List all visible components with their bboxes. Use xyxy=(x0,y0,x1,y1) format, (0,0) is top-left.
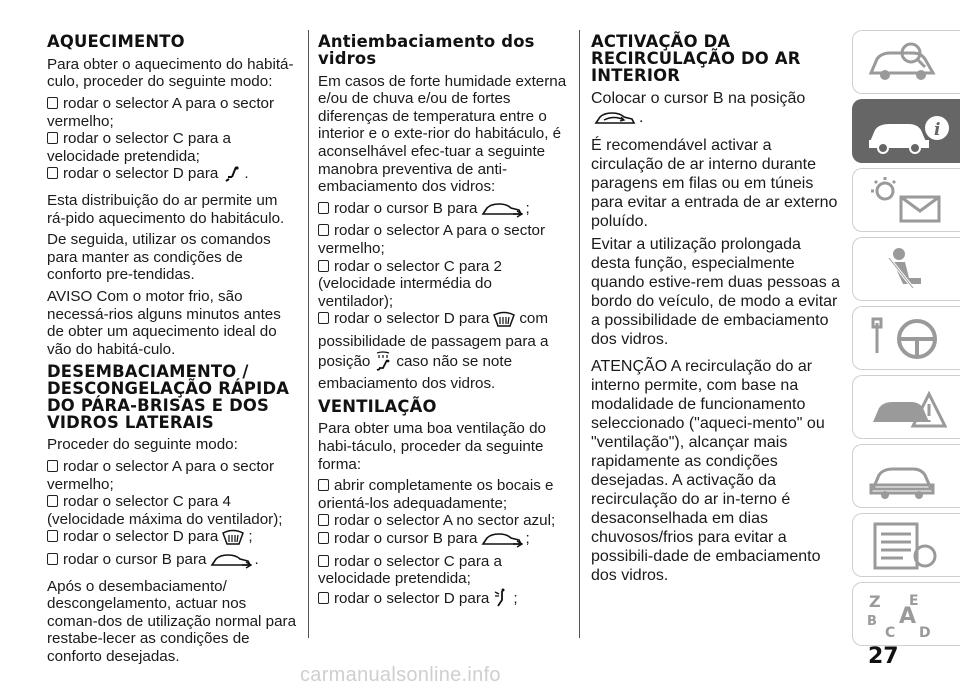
car-overview-icon xyxy=(863,37,953,87)
fresh-air-car-icon xyxy=(481,532,523,553)
checkbox-bullet-icon xyxy=(318,592,329,604)
recirculation-car-icon xyxy=(594,111,636,132)
column-divider xyxy=(579,30,580,638)
checkbox-bullet-icon xyxy=(318,514,329,526)
steering-icon xyxy=(863,313,953,363)
column-divider xyxy=(308,30,309,638)
checkbox-bullet-icon xyxy=(318,312,329,324)
tab-maintenance[interactable] xyxy=(852,444,960,508)
list-item: rodar o selector A para o sector vermelho; xyxy=(47,94,275,130)
list-item: rodar o selector A para o sector vermelho; xyxy=(47,458,275,493)
paragraph: Em casos de forte humidade externa e/ou de chuva e/ou de fortes diferenças de temperatura entre o interior e o exte-rior do habitáculo, é aconselhável efec-tuar a seguinte manobra preventiva de anti-embaciamento dos vidros: xyxy=(318,72,567,196)
svg-text:E: E xyxy=(909,593,919,609)
heading-activacao-recirculacao: ACTIVAÇÃO DA RECIRCULAÇÃO DO AR INTERIOR xyxy=(591,32,801,85)
air-to-feet-icon xyxy=(221,165,241,188)
list-item: rodar o selector C para 2 (velocidade intermédia do ventilador); xyxy=(318,257,502,310)
feet-windscreen-icon xyxy=(373,351,393,376)
heading-antiembaciamento: Antiembaciamento dos vidros xyxy=(318,32,535,68)
checkbox-bullet-icon xyxy=(47,167,58,179)
svg-text:A: A xyxy=(899,604,917,629)
tab-index[interactable] xyxy=(852,582,960,646)
paragraph: Evitar a utilização prolongada desta função, especialmente quando estive-rem duas pessoas a bordo do veículo, de modo a evitar a possibilidade de embaciamento dos vidros. xyxy=(591,236,841,349)
checkbox-bullet-icon xyxy=(47,97,58,109)
page-number: 27 xyxy=(868,644,899,669)
paragraph: Para obter o aquecimento do habitá-culo, proceder do seguinte modo: xyxy=(47,55,294,91)
tab-safety[interactable] xyxy=(852,237,960,301)
list-item: rodar o cursor B para ; xyxy=(318,530,570,553)
paragraph: É recomendável activar a circulação de ar interno durante paragens em filas ou em túneis para evitar a entrada de ar externo poluído. xyxy=(591,137,838,231)
list-item: rodar o selector D para com possibilidade de passagem para a posição caso não se note embaciamento dos vidros. xyxy=(318,310,549,393)
warning-lights-icon xyxy=(863,175,953,225)
paragraph: Após o desembaciamento/ descongelamento, actuar nos coman-dos de utilização normal para restabe-lecer as condições de conforto desejadas. xyxy=(47,577,297,666)
column-1 xyxy=(47,30,299,670)
heading-ventilacao: VENTILAÇÃO xyxy=(318,396,437,416)
paragraph: AVISO Com o motor frio, são necessá-rios alguns minutos antes de obter um aquecimento ideal do vão do habitá-culo. xyxy=(47,287,281,358)
tab-emergency[interactable] xyxy=(852,375,960,439)
tab-steering[interactable] xyxy=(852,306,960,370)
checkbox-bullet-icon xyxy=(318,532,329,544)
windscreen-defrost-icon xyxy=(492,310,516,333)
list-item: rodar o selector C para 4 (velocidade máxima do ventilador); xyxy=(47,493,283,528)
list-item: rodar o selector D para ; xyxy=(318,588,570,613)
fresh-air-car-icon xyxy=(210,553,252,574)
car-info-icon xyxy=(863,106,953,156)
tab-specifications[interactable] xyxy=(852,513,960,577)
checkbox-bullet-icon xyxy=(47,132,58,144)
checkbox-bullet-icon xyxy=(47,495,58,507)
paragraph: Proceder do seguinte modo: xyxy=(47,436,238,454)
list-item: rodar o selector A no sector azul; xyxy=(318,512,570,530)
checkbox-bullet-icon xyxy=(47,553,58,565)
checkbox-bullet-icon xyxy=(318,260,329,272)
list-item: rodar o selector D para ; xyxy=(47,528,299,551)
paragraph: Esta distribuição do ar permite um rá-pido aquecimento do habitáculo. xyxy=(47,191,285,227)
tab-car-overview[interactable] xyxy=(852,30,960,94)
svg-text:C: C xyxy=(885,625,896,639)
air-to-face-icon xyxy=(492,588,510,613)
chapter-sidebar xyxy=(852,30,960,651)
checkbox-bullet-icon xyxy=(47,460,58,472)
maintenance-icon xyxy=(863,451,953,501)
column-3 xyxy=(591,30,841,589)
list-item: rodar o selector C para a velocidade pretendida; xyxy=(47,130,231,165)
paragraph: Para obter uma boa ventilação do habi-táculo, proceder da seguinte forma: xyxy=(318,420,546,473)
checkbox-bullet-icon xyxy=(318,555,329,567)
paragraph: ATENÇÃO A recirculação do ar interno permite, com base na modalidade de funcionamento seleccionado ("aqueci-mento" ou "ventilação"), alcançar mais rapidamente as condições desejadas. A activação da recirculação do ar in-terno é desaconselhada em dias chuvosos/frios para evitar a possibili-dade de embaciamento dos vidros. xyxy=(591,358,825,585)
paragraph: De seguida, utilizar os comandos para manter as condições de conforto pre-tendidas. xyxy=(47,231,271,284)
windscreen-defrost-icon xyxy=(221,528,245,551)
emergency-icon xyxy=(863,382,953,432)
svg-text:i: i xyxy=(934,120,941,140)
svg-text:D: D xyxy=(919,625,931,639)
tab-warning-lights[interactable] xyxy=(852,168,960,232)
svg-text:Z: Z xyxy=(869,592,881,611)
list-item: rodar o selector C para a velocidade pretendida; xyxy=(318,552,502,588)
list-item: rodar o selector A para o sector vermelho; xyxy=(318,222,546,257)
checkbox-bullet-icon xyxy=(318,202,329,214)
safety-icon xyxy=(863,244,953,294)
tab-car-info[interactable] xyxy=(852,99,960,163)
column-2 xyxy=(318,30,570,612)
heading-aquecimento: AQUECIMENTO xyxy=(47,32,185,51)
index-icon xyxy=(863,589,953,639)
checkbox-bullet-icon xyxy=(47,530,58,542)
watermark: carmanualsonline.info xyxy=(300,664,501,686)
paragraph: Colocar o cursor B na posição. xyxy=(591,89,841,132)
list-item: rodar o cursor B para ; xyxy=(318,200,570,223)
list-item: rodar o selector D para . xyxy=(47,165,299,188)
list-item: rodar o cursor B para . xyxy=(47,551,299,574)
checkbox-bullet-icon xyxy=(318,224,329,236)
checkbox-bullet-icon xyxy=(318,479,329,491)
list-item: abrir completamente os bocais e orientá-los adequadamente; xyxy=(318,477,554,512)
specifications-icon xyxy=(863,520,953,570)
fresh-air-car-icon xyxy=(481,202,523,223)
svg-text:B: B xyxy=(867,614,877,629)
heading-desembaciamento: DESEMBACIAMENTO / DESCONGELAÇÃO RÁPIDA DO PÁRA-BRISAS E DOS VIDROS LATERAIS xyxy=(47,362,290,432)
